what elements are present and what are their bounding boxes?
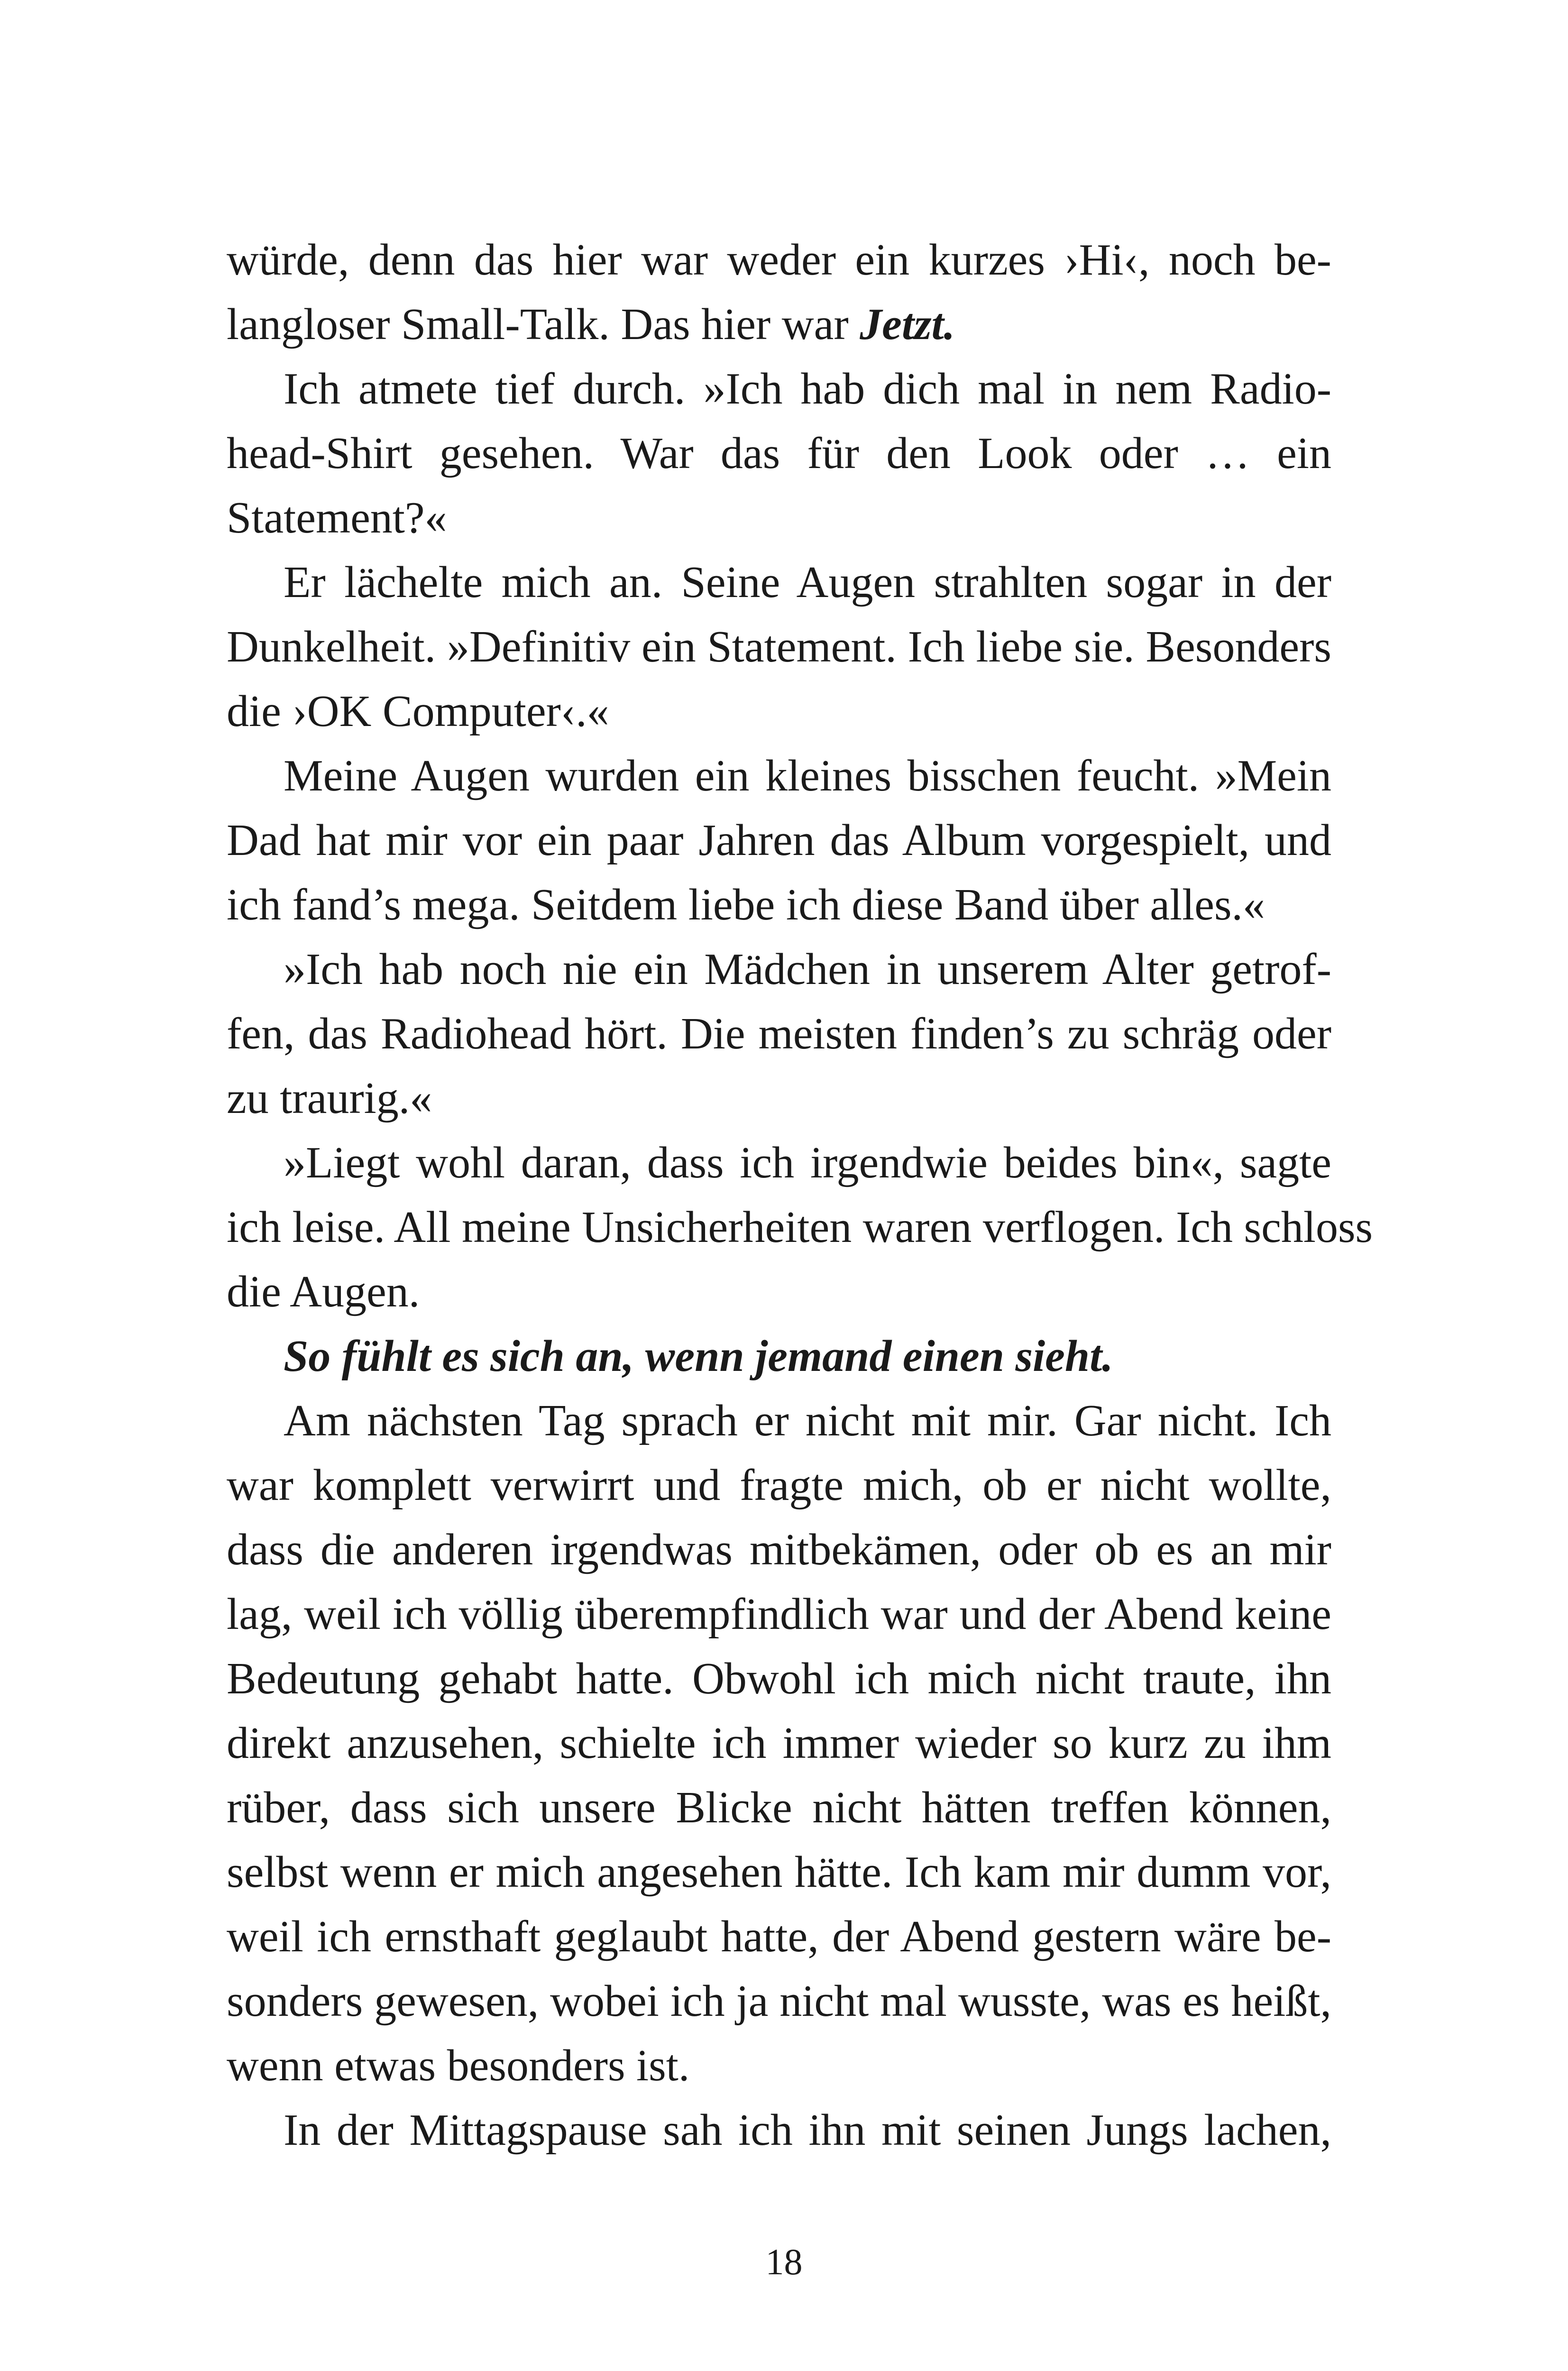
text-line: zu traurig.« xyxy=(227,1074,432,1123)
text-line: fen, das Radiohead hört. Die meisten finden’s zu schräg oder xyxy=(227,1009,1331,1058)
text-line: die Augen. xyxy=(227,1267,420,1316)
text-line: »Ich hab noch nie ein Mädchen in unserem Alter getrof- xyxy=(284,945,1331,994)
text-line xyxy=(227,292,1331,357)
text-line: würde, denn das hier war weder ein kurzes ›Hi‹, noch be- xyxy=(227,235,1331,285)
text-line: Dunkelheit. »Definitiv ein Statement. Ich liebe sie. Besonders xyxy=(227,622,1331,671)
text-line: sonders gewesen, wobei ich ja nicht mal wusste, was es heißt, xyxy=(227,1976,1331,2026)
text-line: »Liegt wohl daran, dass ich irgendwie beides bin«, sagte xyxy=(284,1138,1331,1187)
text-line: direkt anzusehen, schielte ich immer wieder so kurz zu ihm xyxy=(227,1719,1331,1768)
text-line: lag, weil ich völlig überempfindlich war und der Abend keine xyxy=(227,1590,1331,1639)
emphasized-word: Jetzt. xyxy=(860,300,955,349)
text-line: selbst wenn er mich angesehen hätte. Ich kam mir dumm vor, xyxy=(227,1847,1331,1897)
text-line: Dad hat mir vor ein paar Jahren das Album vorgespielt, und xyxy=(227,816,1331,865)
text-line: rüber, dass sich unsere Blicke nicht hätten treffen können, xyxy=(227,1783,1331,1832)
text-line: Ich atmete tief durch. »Ich hab dich mal in nem Radio- xyxy=(284,364,1331,414)
text-line: Am nächsten Tag sprach er nicht mit mir. Gar nicht. Ich xyxy=(284,1396,1331,1445)
text-line: Statement?« xyxy=(227,493,447,542)
text-line: die ›OK Computer‹.« xyxy=(227,687,609,736)
text-run: langloser Small-Talk. Das hier war xyxy=(227,300,860,349)
text-line: ich fand’s mega. Seitdem liebe ich diese Band über alles.« xyxy=(227,880,1265,929)
text-line: ich leise. All meine Unsicherheiten waren verflogen. Ich schloss xyxy=(227,1203,1373,1252)
text-line: war komplett verwirrt und fragte mich, ob er nicht wollte, xyxy=(227,1461,1331,1510)
body-text xyxy=(227,228,1373,2162)
page-number: 18 xyxy=(765,2241,803,2282)
text-line: Meine Augen wurden ein kleines bisschen feucht. »Mein xyxy=(284,751,1331,800)
text-line: weil ich ernsthaft geglaubt hatte, der Abend gestern wäre be- xyxy=(227,1912,1331,1961)
text-line: dass die anderen irgendwas mitbekämen, oder ob es an mir xyxy=(227,1525,1331,1574)
text-line: In der Mittagspause sah ich ihn mit seinen Jungs lachen, xyxy=(284,2105,1331,2155)
text-line: wenn etwas besonders ist. xyxy=(227,2041,690,2090)
italic-thought-line: So fühlt es sich an, wenn jemand einen sieht. xyxy=(284,1332,1113,1381)
text-line: Bedeutung gehabt hatte. Obwohl ich mich nicht traute, ihn xyxy=(227,1654,1331,1703)
text-line: Er lächelte mich an. Seine Augen strahlten sogar in der xyxy=(284,558,1331,607)
text-line: head-Shirt gesehen. War das für den Look oder … ein xyxy=(227,429,1331,478)
